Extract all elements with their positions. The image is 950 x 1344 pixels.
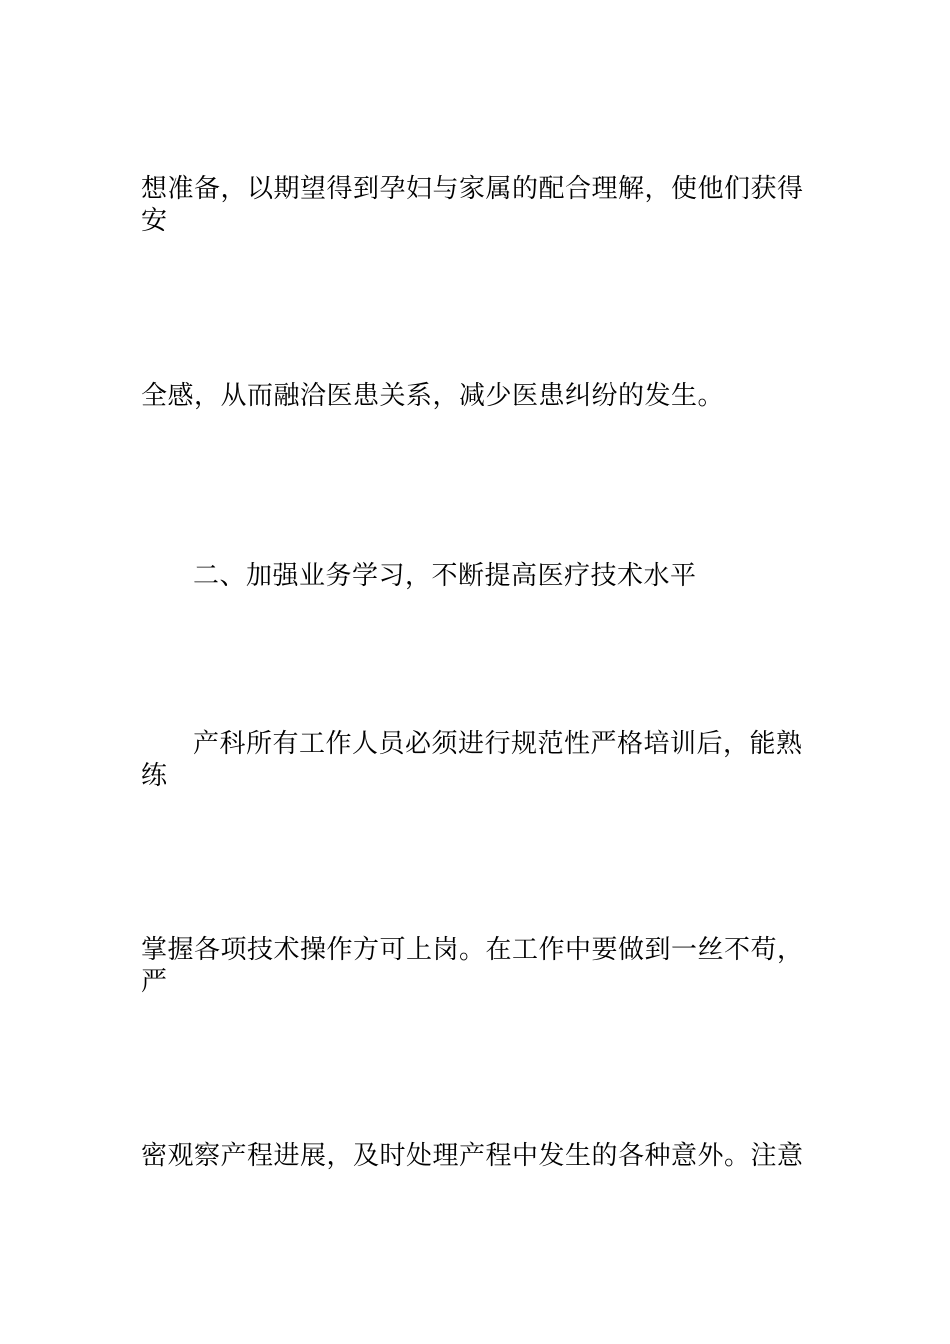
paragraph-line: 想准备，以期望得到孕妇与家属的配合理解，使他们获得 <box>141 174 804 204</box>
paragraph-line: 产科所有工作人员必须进行规范性严格培训后，能熟 <box>193 729 803 759</box>
paragraph-line-wrap: 安 <box>141 206 168 236</box>
paragraph-line-wrap: 严 <box>141 967 168 997</box>
paragraph-line: 掌握各项技术操作方可上岗。在工作中要做到一丝不苟， <box>141 935 804 965</box>
paragraph-line-wrap: 练 <box>141 761 168 791</box>
paragraph-line: 密观察产程进展，及时处理产程中发生的各种意外。注意 <box>141 1141 804 1171</box>
section-heading: 二、加强业务学习，不断提高医疗技术水平 <box>193 561 697 591</box>
paragraph-line: 全感，从而融洽医患关系，减少医患纠纷的发生。 <box>141 381 725 411</box>
